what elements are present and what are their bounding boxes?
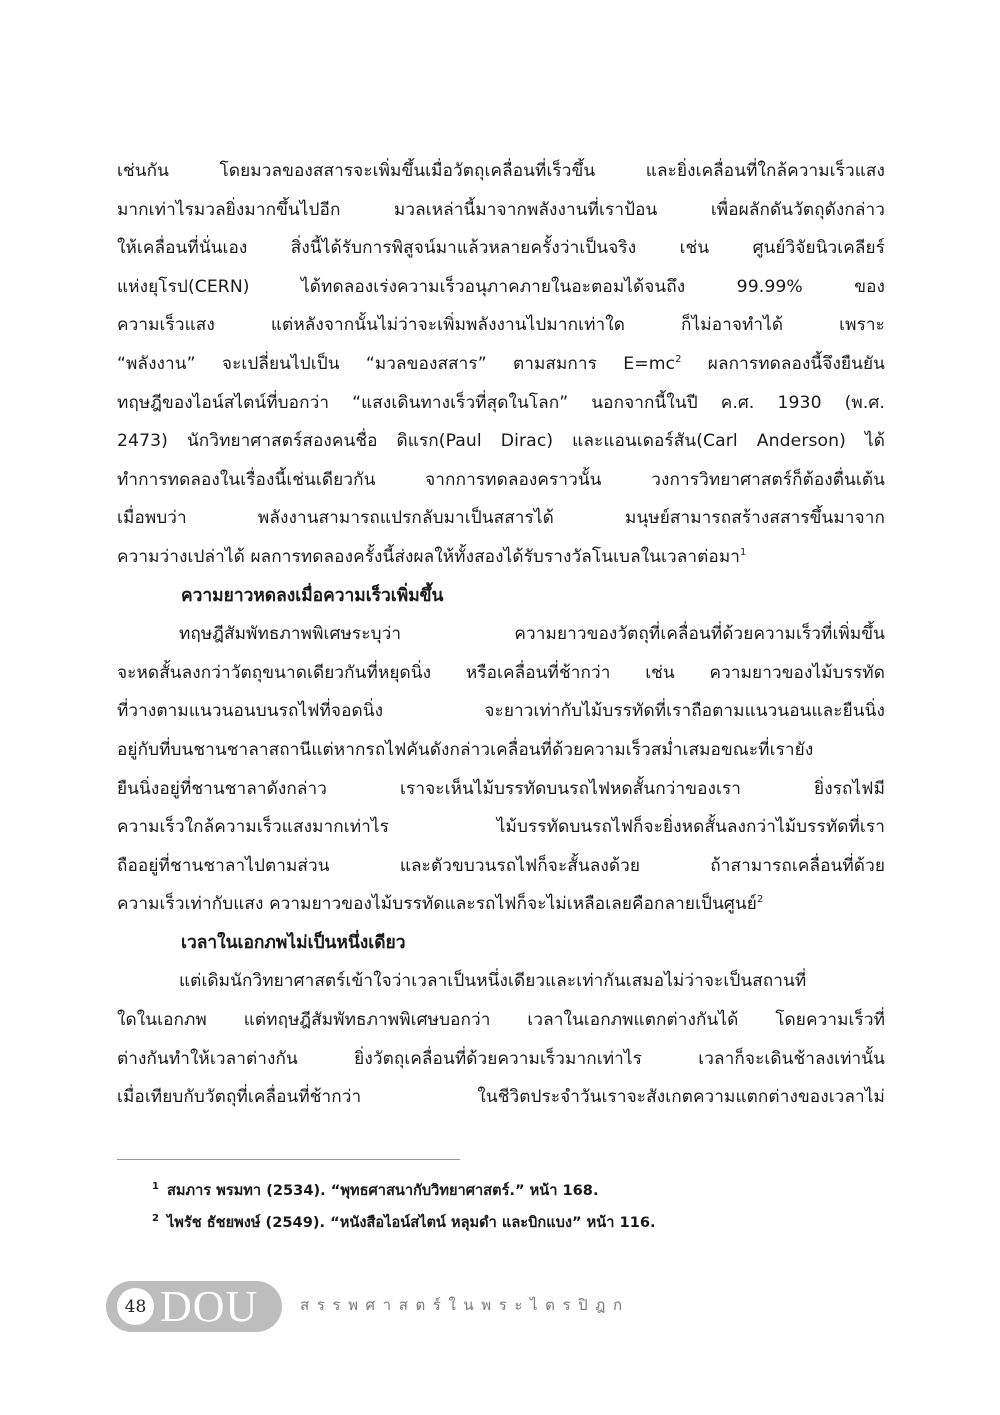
- footnote-number: 2: [152, 1213, 159, 1224]
- page-number: 48: [117, 1288, 154, 1325]
- text-line: ยืนนิ่งอยู่ที่ชานชาลาดังกล่าว เราจะเห็นไม้บรรทัดบนรถไฟหดสั้นกว่าของเรา ยิ่งรถไฟมี: [117, 778, 885, 799]
- text-line: แห่งยุโรป(CERN) ได้ทดลองเร่งความเร็วอนุภาคภายในอะตอมได้จนถึง 99.99% ของ: [117, 276, 885, 297]
- footnotes: [152, 1175, 872, 1239]
- text-line: เมื่อเทียบกับวัตถุที่เคลื่อนที่ช้ากว่า ในชีวิตประจำวันเราจะสังเกตความแตกต่างของเวลาไม่: [117, 1087, 885, 1108]
- footnote-number: 1: [152, 1181, 159, 1192]
- running-book-title: สรรพศาสตร์ในพระไตรปิฎก: [300, 1296, 630, 1314]
- text-line: เมื่อพบว่า พลังงานสามารถแปรกลับมาเป็นสสารได้ มนุษย์สามารถสร้างสสารขึ้นมาจาก: [117, 508, 885, 529]
- footnote-ref: 1: [740, 546, 747, 558]
- text-line: จะหดสั้นลงกว่าวัตถุขนาดเดียวกันที่หยุดนิ่ง หรือเคลื่อนที่ช้ากว่า เช่น ความยาวของไม้บรรทัด: [117, 662, 885, 683]
- equation-tail: ผลการทดลองนี้จึงยืนยัน: [681, 353, 885, 374]
- exponent: 2: [675, 353, 682, 365]
- text-line: ทำการทดลองในเรื่องนี้เช่นเดียวกัน จากการทดลองคราวนั้น วงการวิทยาศาสตร์ก็ต้องตื่นเต้น: [117, 469, 885, 490]
- footnote-item: [152, 1175, 872, 1207]
- text-line: ต่างกันทำให้เวลาต่างกัน ยิ่งวัตถุเคลื่อนที่ด้วยความเร็วมากเท่าไร เวลาก็จะเดินช้าลงเท่านั้น: [117, 1048, 885, 1069]
- footnote-ref: 2: [756, 894, 764, 906]
- text-line: ความเร็วแสง แต่หลังจากนั้นไม่ว่าจะเพิ่มพลังงานไปมากเท่าใด ก็ไม่อาจทำได้ เพราะ: [117, 315, 885, 336]
- text-line: [117, 538, 885, 577]
- text-line: 2473) นักวิทยาศาสตร์สองคนชื่อ ดิแรก(Paul Dirac) และแอนเดอร์สัน(Carl Anderson) ได้: [117, 431, 885, 452]
- body-text: [117, 152, 885, 1117]
- section-heading-length-contraction: ความยาวหดลงเมื่อความเร็วเพิ่มขึ้น: [181, 585, 444, 606]
- section-heading-time: เวลาในเอกภพไม่เป็นหนึ่งเดียว: [181, 932, 406, 953]
- text-line: [117, 885, 885, 924]
- equation-text: “พลังงาน” จะเปลี่ยนไปเป็น “มวลของสสาร” ตามสมการ E=mc: [117, 353, 676, 374]
- text-line-content: ความว่างเปล่าได้ ผลการทดลองครั้งนี้ส่งผลให้ทั้งสองได้รับรางวัลโนเบลในเวลาต่อมา: [117, 546, 741, 567]
- paragraph-time: [117, 962, 885, 1116]
- text-line: ทฤษฎีสัมพัทธภาพพิเศษระบุว่า ความยาวของวัตถุที่เคลื่อนที่ด้วยความเร็วที่เพิ่มขึ้น: [179, 624, 885, 645]
- text-line: มากเท่าไรมวลยิ่งมากขึ้นไปอีก มวลเหล่านี้มาจากพลังงานที่เราป้อน เพื่อผลักดันวัตถุดังกล่าว: [117, 199, 885, 220]
- paragraph-mass-increase: [117, 152, 885, 577]
- footnote-divider: [117, 1159, 460, 1160]
- text-line-equation: [117, 345, 885, 384]
- footnote-item: [152, 1207, 872, 1239]
- text-line: ให้เคลื่อนที่นั่นเอง สิ่งนี้ได้รับการพิสูจน์มาแล้วหลายครั้งว่าเป็นจริง เช่น ศูนย์วิจัยนิวเคลียร์: [117, 238, 885, 259]
- text-line: แต่เดิมนักวิทยาศาสตร์เข้าใจว่าเวลาเป็นหนึ่งเดียวและเท่ากันเสมอไม่ว่าจะเป็นสถานที่: [179, 971, 807, 992]
- publisher-logo: DOU: [160, 1282, 259, 1331]
- text-line: ทฤษฎีของไอน์สไตน์ที่บอกว่า “แสงเดินทางเร็วที่สุดในโลก” นอกจากนี้ในปี ค.ศ. 1930 (พ.ศ.: [117, 392, 885, 413]
- text-line: ความเร็วใกล้ความเร็วแสงมากเท่าไร ไม้บรรทัดบนรถไฟก็จะยิ่งหดสั้นลงกว่าไม้บรรทัดที่เรา: [117, 817, 885, 838]
- footnote-text: สมภาร พรมทา (2534). “พุทธศาสนากับวิทยาศาสตร์.” หน้า 168.: [166, 1182, 599, 1199]
- text-line: ใดในเอกภพ แต่ทฤษฎีสัมพัทธภาพพิเศษบอกว่า เวลาในเอกภพแตกต่างกันได้ โดยความเร็วที่: [117, 1010, 885, 1031]
- text-line: อยู่กับที่บนชานชาลาสถานีแต่หากรถไฟคันดังกล่าวเคลื่อนที่ด้วยความเร็วสม่ำเสมอขณะที่เรายัง: [117, 739, 814, 760]
- text-line: ถืออยู่ที่ชานชาลาไปตามส่วน และตัวขบวนรถไฟก็จะสั้นลงด้วย ถ้าสามารถเคลื่อนที่ด้วย: [117, 855, 885, 876]
- footnote-text: ไพรัช ธัชยพงษ์ (2549). “หนังสือไอน์สไตน์ หลุมดำ และบิกแบง” หน้า 116.: [166, 1214, 656, 1231]
- paragraph-length-contraction: [117, 615, 885, 924]
- text-line: เช่นกัน โดยมวลของสสารจะเพิ่มขึ้นเมื่อวัตถุเคลื่อนที่เร็วขึ้น และยิ่งเคลื่อนที่ใกล้ความเร็วแสง: [117, 161, 885, 181]
- text-line-content: ความเร็วเท่ากับแสง ความยาวของไม้บรรทัดและรถไฟก็จะไม่เหลือเลยคือกลายเป็นศูนย์: [117, 894, 757, 915]
- text-line: ที่วางตามแนวนอนบนรถไฟที่จอดนิ่ง จะยาวเท่ากับไม้บรรทัดที่เราถือตามแนวนอนและยืนนิ่ง: [117, 701, 885, 722]
